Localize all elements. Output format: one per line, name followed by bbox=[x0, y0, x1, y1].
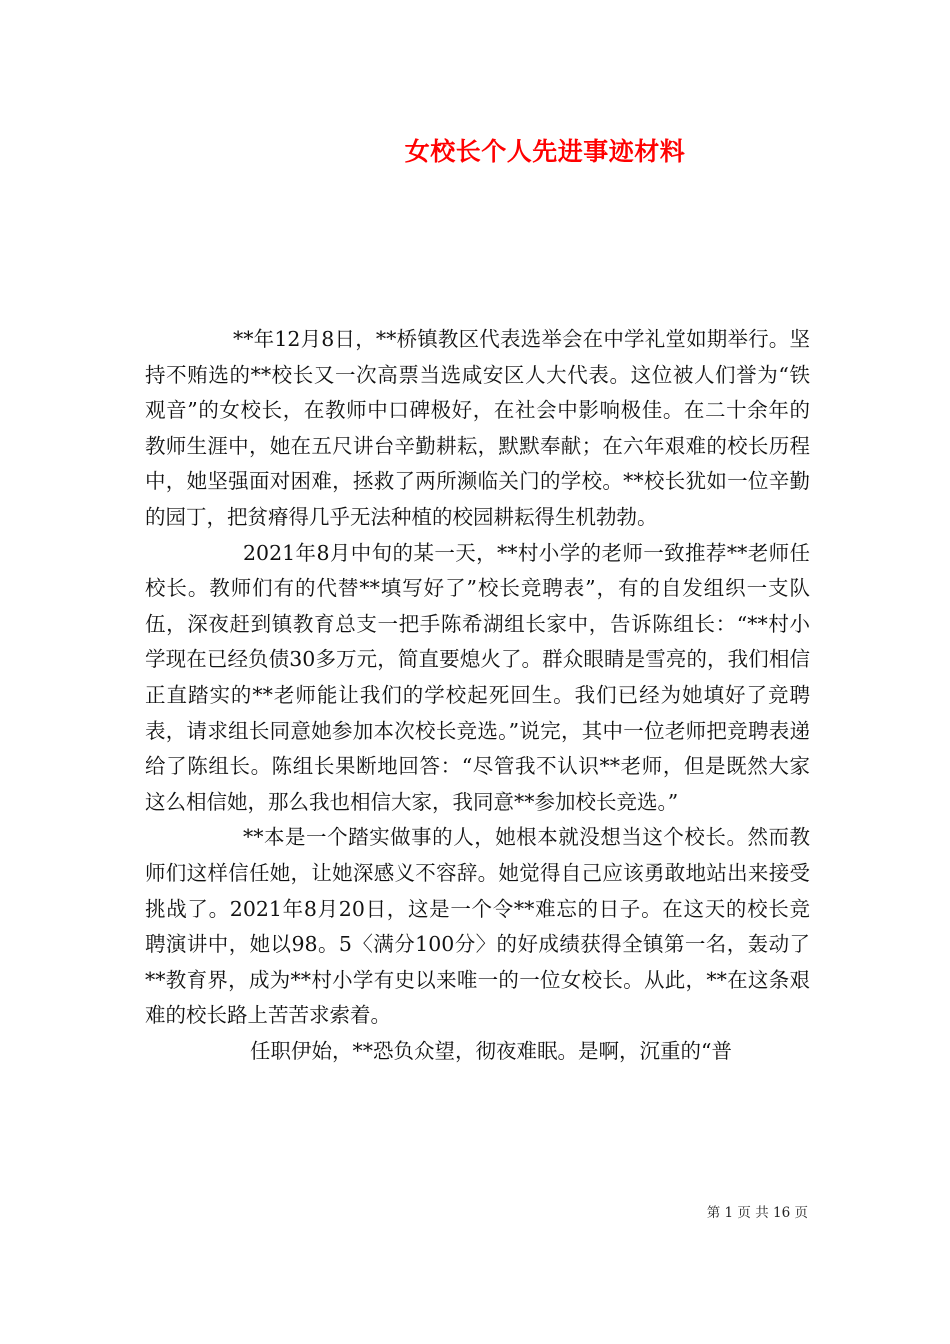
paragraph-2: 2021年8月中旬的某一天，**村小学的老师一致推荐**老师任校长。教师们有的代替**填写好了”校长竞聘表”，有的自发组织一支队伍，深夜赶到镇教育总支一把手陈希湖组长家中，告诉陈组长：“**村小学现在已经负债30多万元，简直要熄火了。群众眼睛是雪亮的，我们相信正直踏实的**老师能让我们的学校起死回生。我们已经为她填好了竞聘表，请求组长同意她参加本次校长竞选。”说完，其中一位老师把竞聘表递给了陈组长。陈组长果断地回答：“尽管我不认识**老师，但是既然大家这么相信她，那么我也相信大家，我同意**参加校长竞选。” bbox=[145, 540, 810, 814]
document-title: 女校长个人先进事迹材料 bbox=[404, 137, 686, 166]
page-number-footer: 第 1 页 共 16 页 bbox=[706, 1205, 808, 1221]
paragraph-1: **年12月8日，**桥镇教区代表选举会在中学礼堂如期举行。坚持不贿选的**校长又一次高票当选咸安区人大代表。这位被人们誉为“铁观音”的女校长，在教师中口碑极好，在社会中影响极佳。在二十余年的教师生涯中，她在五尺讲台辛勤耕耘，默默奉献；在六年艰难的校长历程中，她坚强面对困难，拯救了两所濒临关门的学校。**校长犹如一位辛勤的园丁，把贫瘠得几乎无法种植的校园耕耘得生机勃勃。 bbox=[145, 327, 810, 529]
paragraph-3: **本是一个踏实做事的人，她根本就没想当这个校长。然而教师们这样信任她，让她深感义不容辞。她觉得自己应该勇敢地站出来接受挑战了。2021年8月20日，这是一个令**难忘的日子。在这天的校长竞聘演讲中，她以98。5〈满分100分〉的好成绩获得全镇第一名，轰动了**教育界，成为**村小学有史以来唯一的一位女校长。从此，**在这条艰难的校长路上苦苦求索着。 bbox=[145, 825, 810, 1028]
document-body bbox=[145, 322, 810, 1069]
paragraph-4: 任职伊始，**恐负众望，彻夜难眠。是啊，沉重的“普 bbox=[250, 1038, 732, 1063]
